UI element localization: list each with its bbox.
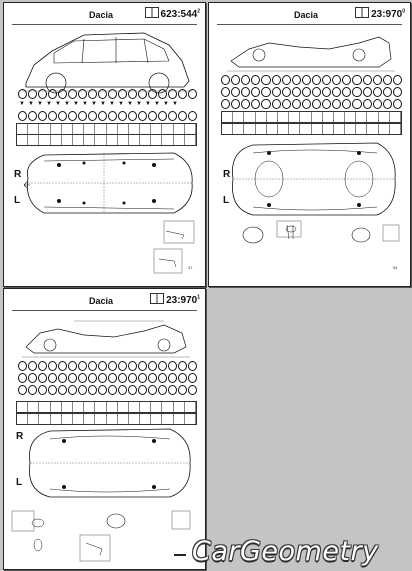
reference-point bbox=[98, 111, 107, 121]
reference-point bbox=[118, 361, 127, 371]
watermark-text: CarGeometry bbox=[192, 536, 379, 567]
bolt-icon: ▼ bbox=[109, 101, 115, 107]
reference-point bbox=[28, 385, 37, 395]
reference-point bbox=[78, 385, 87, 395]
reference-point bbox=[88, 385, 97, 395]
reference-point-row-3 bbox=[18, 385, 197, 395]
reference-point bbox=[128, 111, 137, 121]
reference-point bbox=[261, 87, 270, 97]
reference-point-row-3 bbox=[221, 99, 402, 109]
reference-point bbox=[88, 111, 97, 121]
reference-point bbox=[138, 373, 147, 383]
reference-point bbox=[393, 75, 402, 85]
reference-point bbox=[178, 385, 187, 395]
fastener-symbol-row-1 bbox=[18, 101, 197, 108]
reference-point bbox=[98, 385, 107, 395]
reference-point bbox=[363, 99, 372, 109]
reference-point bbox=[138, 111, 147, 121]
reference-point bbox=[118, 111, 127, 121]
reference-point bbox=[342, 75, 351, 85]
side-letter-r: R bbox=[14, 169, 22, 180]
cargeometry-watermark bbox=[186, 534, 406, 566]
reference-point bbox=[68, 373, 77, 383]
reference-point bbox=[18, 385, 27, 395]
reference-point bbox=[48, 111, 57, 121]
reference-point bbox=[342, 99, 351, 109]
reference-point bbox=[48, 385, 57, 395]
reference-point bbox=[118, 89, 127, 99]
diagram-page-2 bbox=[208, 2, 411, 287]
reference-point bbox=[231, 99, 240, 109]
side-letter-l: L bbox=[223, 195, 230, 206]
reference-point bbox=[221, 99, 230, 109]
reference-point bbox=[38, 361, 47, 371]
reference-point bbox=[272, 99, 281, 109]
page-code-sup: 1 bbox=[197, 294, 200, 301]
reference-point bbox=[272, 75, 281, 85]
bolt-icon: ▼ bbox=[19, 101, 25, 107]
reference-point-row-2 bbox=[221, 87, 402, 97]
reference-point bbox=[383, 99, 392, 109]
reference-point bbox=[48, 89, 57, 99]
reference-point bbox=[241, 75, 250, 85]
reference-point bbox=[78, 89, 87, 99]
reference-point bbox=[108, 111, 117, 121]
bolt-icon: ▼ bbox=[136, 101, 142, 107]
measurement-table-row-1 bbox=[221, 111, 402, 123]
reference-point bbox=[188, 361, 197, 371]
bolt-icon: ▼ bbox=[55, 101, 61, 107]
reference-point bbox=[98, 89, 107, 99]
reference-point bbox=[108, 361, 117, 371]
reference-point bbox=[282, 87, 291, 97]
reference-point bbox=[302, 75, 311, 85]
reference-point bbox=[158, 385, 167, 395]
reference-point bbox=[78, 361, 87, 371]
reference-point bbox=[148, 361, 157, 371]
page-code-number: 23:970 bbox=[371, 9, 403, 20]
measurement-table-row-2 bbox=[221, 123, 402, 135]
reference-point bbox=[383, 87, 392, 97]
reference-point bbox=[168, 373, 177, 383]
bolt-icon: ▼ bbox=[172, 101, 178, 107]
reference-point bbox=[342, 87, 351, 97]
reference-point bbox=[108, 385, 117, 395]
reference-point bbox=[68, 111, 77, 121]
reference-point bbox=[393, 87, 402, 97]
measurement-table-row-1 bbox=[16, 401, 197, 413]
reference-point bbox=[88, 89, 97, 99]
page-brand: Dacia bbox=[294, 10, 319, 20]
reference-point bbox=[68, 385, 77, 395]
reference-point bbox=[393, 99, 402, 109]
reference-point bbox=[58, 373, 67, 383]
reference-point bbox=[108, 373, 117, 383]
reference-point bbox=[312, 87, 321, 97]
reference-point bbox=[312, 99, 321, 109]
page-code-sup: 0 bbox=[402, 8, 405, 15]
reference-point bbox=[178, 361, 187, 371]
reference-point bbox=[148, 385, 157, 395]
reference-point bbox=[58, 89, 67, 99]
reference-point bbox=[332, 87, 341, 97]
measurement-table-row-2 bbox=[16, 413, 197, 425]
reference-point bbox=[221, 87, 230, 97]
reference-point bbox=[78, 373, 87, 383]
reference-point bbox=[108, 89, 117, 99]
reference-point bbox=[168, 361, 177, 371]
reference-point bbox=[352, 87, 361, 97]
reference-point bbox=[282, 75, 291, 85]
reference-point bbox=[261, 75, 270, 85]
reference-point bbox=[128, 385, 137, 395]
reference-point bbox=[373, 99, 382, 109]
bolt-icon: ▼ bbox=[82, 101, 88, 107]
reference-point bbox=[221, 75, 230, 85]
reference-point bbox=[188, 385, 197, 395]
reference-point bbox=[18, 89, 27, 99]
reference-point-row-2 bbox=[18, 373, 197, 383]
reference-point bbox=[98, 373, 107, 383]
reference-point bbox=[58, 361, 67, 371]
side-letter-l: L bbox=[14, 195, 21, 206]
reference-point bbox=[312, 75, 321, 85]
bolt-icon: ▼ bbox=[91, 101, 97, 107]
reference-point bbox=[18, 361, 27, 371]
reference-point bbox=[363, 75, 372, 85]
reference-point bbox=[332, 99, 341, 109]
reference-point bbox=[38, 385, 47, 395]
reference-point bbox=[302, 99, 311, 109]
page-brand: Dacia bbox=[89, 296, 114, 306]
reference-point bbox=[231, 75, 240, 85]
reference-point bbox=[48, 373, 57, 383]
reference-point bbox=[363, 87, 372, 97]
bolt-icon: ▼ bbox=[73, 101, 79, 107]
reference-point-row-1 bbox=[18, 361, 197, 371]
reference-point bbox=[148, 89, 157, 99]
side-letter-l: L bbox=[16, 477, 23, 488]
reference-point bbox=[88, 373, 97, 383]
bolt-icon: ▼ bbox=[154, 101, 160, 107]
reference-point bbox=[272, 87, 281, 97]
reference-point bbox=[168, 385, 177, 395]
reference-point bbox=[148, 373, 157, 383]
reference-point bbox=[188, 111, 197, 121]
bolt-icon: ▼ bbox=[46, 101, 52, 107]
reference-point bbox=[352, 75, 361, 85]
reference-point-row-1 bbox=[18, 89, 197, 99]
reference-point bbox=[322, 75, 331, 85]
reference-point bbox=[261, 99, 270, 109]
reference-point bbox=[68, 89, 77, 99]
reference-point bbox=[292, 87, 301, 97]
reference-point bbox=[178, 111, 187, 121]
page-code-number: 623:544 bbox=[160, 9, 198, 20]
bolt-icon: ▼ bbox=[145, 101, 151, 107]
bolt-icon: ▼ bbox=[37, 101, 43, 107]
reference-point-row-2 bbox=[18, 111, 197, 121]
reference-point bbox=[158, 89, 167, 99]
side-letter-r: R bbox=[16, 431, 24, 442]
reference-point bbox=[352, 99, 361, 109]
reference-point bbox=[168, 111, 177, 121]
bolt-icon: ▼ bbox=[64, 101, 70, 107]
page-brand: Dacia bbox=[89, 10, 114, 20]
reference-point bbox=[58, 111, 67, 121]
reference-point bbox=[128, 361, 137, 371]
bolt-icon: ▼ bbox=[127, 101, 133, 107]
reference-point bbox=[28, 361, 37, 371]
page-number: 54 bbox=[393, 265, 398, 270]
reference-point bbox=[322, 87, 331, 97]
reference-point bbox=[28, 373, 37, 383]
side-letter-r: R bbox=[223, 169, 231, 180]
page-code-sup: 2 bbox=[197, 8, 200, 15]
reference-point bbox=[158, 361, 167, 371]
watermark-dash bbox=[174, 554, 186, 556]
reference-point bbox=[78, 111, 87, 121]
reference-point bbox=[38, 89, 47, 99]
bolt-icon: ▼ bbox=[118, 101, 124, 107]
reference-point bbox=[18, 111, 27, 121]
reference-point bbox=[241, 99, 250, 109]
reference-point bbox=[383, 75, 392, 85]
reference-point bbox=[88, 361, 97, 371]
reference-point bbox=[188, 373, 197, 383]
reference-point bbox=[282, 99, 291, 109]
reference-point bbox=[241, 87, 250, 97]
reference-point bbox=[332, 75, 341, 85]
reference-point bbox=[322, 99, 331, 109]
bolt-icon: ▼ bbox=[100, 101, 106, 107]
reference-point bbox=[28, 111, 37, 121]
reference-point bbox=[148, 111, 157, 121]
reference-point-row-1 bbox=[221, 75, 402, 85]
page-number: 37 bbox=[188, 265, 193, 270]
reference-point bbox=[128, 373, 137, 383]
reference-point bbox=[138, 385, 147, 395]
reference-point bbox=[138, 361, 147, 371]
reference-point bbox=[158, 111, 167, 121]
reference-point bbox=[302, 87, 311, 97]
reference-point bbox=[98, 361, 107, 371]
reference-point bbox=[158, 373, 167, 383]
reference-point bbox=[292, 99, 301, 109]
reference-point bbox=[231, 87, 240, 97]
reference-point bbox=[38, 373, 47, 383]
reference-point bbox=[251, 99, 260, 109]
reference-point bbox=[38, 111, 47, 121]
underbody-side-and-top-view bbox=[4, 289, 205, 569]
reference-point bbox=[373, 75, 382, 85]
bolt-icon: ▼ bbox=[28, 101, 34, 107]
reference-point bbox=[58, 385, 67, 395]
reference-point bbox=[373, 87, 382, 97]
reference-point bbox=[178, 89, 187, 99]
reference-point bbox=[118, 373, 127, 383]
reference-point bbox=[251, 87, 260, 97]
page-code-number: 23:970 bbox=[166, 295, 198, 306]
reference-point bbox=[28, 89, 37, 99]
reference-point bbox=[48, 361, 57, 371]
reference-point bbox=[188, 89, 197, 99]
reference-point bbox=[168, 89, 177, 99]
reference-point bbox=[292, 75, 301, 85]
reference-point bbox=[18, 373, 27, 383]
diagram-page-3 bbox=[3, 288, 206, 570]
reference-point bbox=[251, 75, 260, 85]
underbody-side-and-top-view bbox=[209, 3, 410, 286]
measurement-table-row-2 bbox=[16, 134, 197, 146]
reference-point bbox=[138, 89, 147, 99]
reference-point bbox=[68, 361, 77, 371]
bolt-icon: ▼ bbox=[163, 101, 169, 107]
reference-point bbox=[178, 373, 187, 383]
reference-point bbox=[128, 89, 137, 99]
reference-point bbox=[118, 385, 127, 395]
diagram-page-1 bbox=[3, 2, 206, 287]
